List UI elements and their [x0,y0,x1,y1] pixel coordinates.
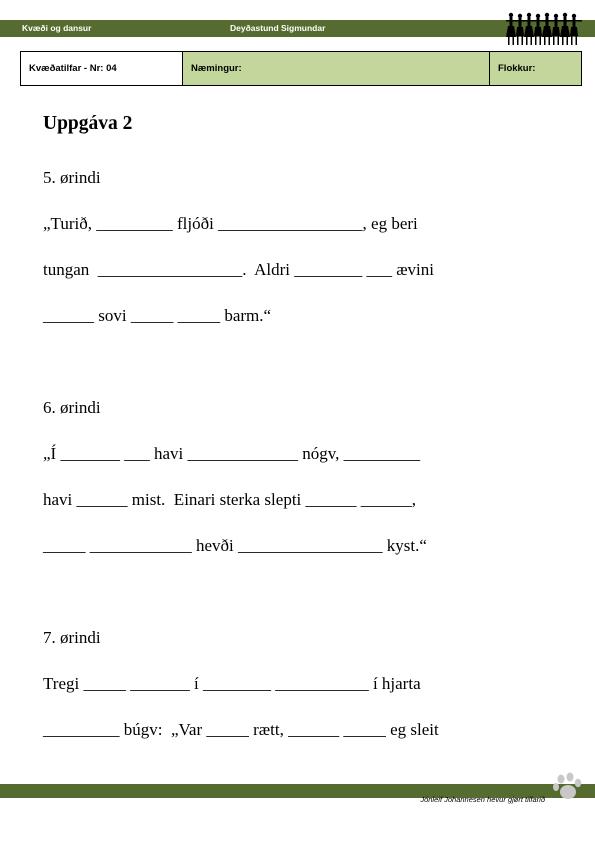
sheet-number-label: Kvæðatilfar - Nr: 04 [21,52,183,85]
stanza-5-line-2: tungan _________________. Aldri ________ ___ ævini [43,260,434,279]
class-field[interactable]: Flokkur: [490,52,581,85]
stanza-6-line-3: _____ ____________ hevði _________________ kyst.“ [43,536,427,555]
stanza-7-line-1: Tregi _____ _______ í ________ ___________ í hjarta [43,674,421,693]
stanza-6-heading: 6. ørindi [43,398,101,417]
stanza-5-line-1: „Turið, _________ fljóði _________________, eg beri [43,214,418,233]
stanza-6-line-2: havi ______ mist. Einari sterka slepti ______ ______, [43,490,417,509]
header-left-text: Kvæði og dansur [22,23,92,33]
stanza-7-line-2: _________ búgv: „Var _____ rætt, ______ _____ eg sleit [43,720,439,739]
stanza-5-heading: 5. ørindi [43,168,101,187]
page-title: Uppgáva 2 [43,113,133,134]
stanza-6-line-1: „Í _______ ___ havi _____________ nógv, _________ [43,444,421,463]
student-info-box [20,51,582,86]
header-center-text: Deyðastund Sigmundar [230,23,326,33]
stanza-5-line-3: ______ sovi _____ _____ barm.“ [43,306,272,325]
paw-print-icon [552,772,584,802]
footer-credit: Jónleif Johannesen hevur gjørt tilfarið [420,795,545,804]
student-name-field[interactable]: Næmingur: [183,52,490,85]
stanza-7-heading: 7. ørindi [43,628,101,647]
dancers-logo-icon [505,11,583,47]
